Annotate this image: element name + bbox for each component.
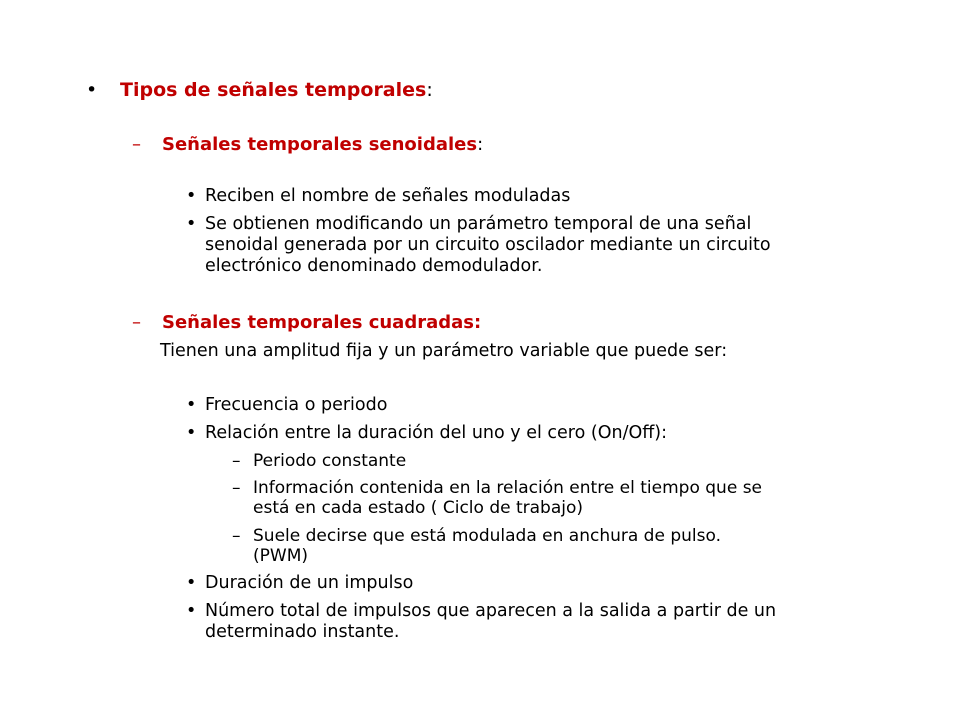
senoidales-item-1: Reciben el nombre de señales moduladas <box>205 186 571 206</box>
bullet-icon: • <box>186 395 197 415</box>
cuadradas-subitem-pwm-line-2: (PWM) <box>253 546 308 566</box>
cuadradas-subitem-info-line-2: está en cada estado ( Ciclo de trabajo) <box>253 498 584 518</box>
senoidales-title: Señales temporales senoidales <box>162 134 478 155</box>
cuadradas-item-frecuencia: Frecuencia o periodo <box>205 395 388 415</box>
dash-icon: – <box>132 312 141 333</box>
senoidales-item-2-line-3: electrónico denominado demodulador. <box>205 256 543 276</box>
bullet-icon: • <box>86 79 98 101</box>
senoidales-item-2-line-1: Se obtienen modificando un parámetro temporal de una señal <box>205 214 752 234</box>
senoidales-item-2-line-2: senoidal generada por un circuito oscilador mediante un circuito <box>205 235 771 255</box>
heading-colon: : <box>426 79 433 101</box>
heading-text: Tipos de señales temporales <box>120 79 427 101</box>
cuadradas-intro: Tienen una amplitud fija y un parámetro variable que puede ser: <box>160 341 728 361</box>
senoidales-colon: : <box>477 134 484 155</box>
dash-icon: – <box>132 134 141 155</box>
bullet-icon: • <box>186 601 197 621</box>
cuadradas-subitem-periodo: Periodo constante <box>253 451 407 471</box>
cuadradas-subitem-info-line-1: Información contenida en la relación entre el tiempo que se <box>253 478 763 498</box>
bullet-icon: • <box>186 573 197 593</box>
cuadradas-title: Señales temporales cuadradas: <box>162 312 482 333</box>
cuadradas-item-numero-line-1: Número total de impulsos que aparecen a la salida a partir de un <box>205 601 777 621</box>
senoidales-heading <box>162 134 483 155</box>
dash-icon: – <box>232 451 241 471</box>
bullet-icon: • <box>186 423 197 443</box>
cuadradas-item-duracion: Duración de un impulso <box>205 573 414 593</box>
heading-tipos <box>120 79 433 101</box>
cuadradas-item-numero-line-2: determinado instante. <box>205 622 400 642</box>
dash-icon: – <box>232 478 241 498</box>
dash-icon: – <box>232 526 241 546</box>
bullet-icon: • <box>186 186 197 206</box>
cuadradas-subitem-pwm-line-1: Suele decirse que está modulada en anchura de pulso. <box>253 526 721 546</box>
bullet-icon: • <box>186 214 197 234</box>
cuadradas-item-relacion: Relación entre la duración del uno y el cero (On/Off): <box>205 423 668 443</box>
